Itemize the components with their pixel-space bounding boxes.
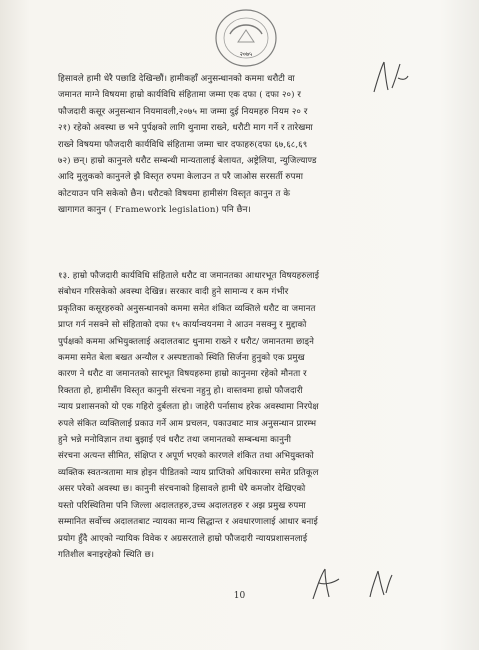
text-line: रुपले संकित व्यक्तिलाई प्रकाउ गर्ने आम प्रचलन, पकाउबाट मात्र अनुसन्धान प्रारम्भ — [58, 418, 317, 429]
text-line: आदि मुलुकको कानुनले झै विस्तृत रुपमा केलाउन त परै जाओस सरसर्ती रुपमा — [58, 172, 304, 183]
text-line: प्राप्त गर्न नसक्ने सो संहिताको दफा १५ कार्यान्वयनमा ने आउन नसक्नु र मुद्दाको — [58, 320, 307, 331]
text-line: २१) रहेको अवस्था छ भने पुर्पक्षको लागि थुनामा राख्ने, धरौटी माग गर्ने र तारेखमा — [58, 123, 313, 134]
text-line: १३. हाम्रो फौजदारी कार्यविधि संहिताले धरौट वा जमानतका आधारभूत विषयहरुलाई — [58, 271, 320, 281]
official-seal-stamp — [210, 4, 282, 72]
page-number: 10 — [233, 591, 246, 601]
text-line: प्रकृतिका कसूरहरुको अनुसन्धानको कममा समेत शंकित व्यक्तिले धरौट वा जमानत — [58, 303, 316, 314]
text-line: कोटयाउन पनि सकेको छैन। धरौटको विषयमा हामीसंग विस्तृत कानुन त के — [58, 188, 291, 199]
text-line: हुने भन्ने मनोविज्ञान तथा बुझाई एवं धरौट तथा जमानतको सम्बन्धमा कानुनी — [58, 435, 292, 446]
text-line: जमानत माग्ने विषयमा हाम्रो कार्यविधि संहितामा जम्मा एक दफा ( दफा २०) र — [58, 90, 301, 101]
paragraph-2 — [58, 268, 434, 563]
text-line: खागागत कानुन ( Framework legislation) पनि छैन। — [58, 205, 251, 216]
text-line: असर परेको अवस्था छ। कानुनी संरचनाको हिसावले हामी धेरै कमजोर देखिएको — [58, 484, 306, 495]
paragraph-1 — [58, 71, 434, 219]
text-line: व्यक्तिक स्वतन्त्रतामा मात्र होइन पीडितको न्याय प्राप्तिको अधिकारमा समेत प्रतिकूल — [58, 467, 319, 478]
text-line: संबोधन गरिसकेको अवस्था देखिन्न। सरकार वादी हुने सामान्य र कम गंभीर — [58, 287, 289, 298]
text-line: रिक्तता हो, हामीसँग विस्तृत कानुनी संरचना नहुनु हो। वास्तवमा हाम्रो फौजदारी — [58, 385, 303, 396]
text-line: कममा समेत बेला बखत अन्यौल र अस्पष्टताको स्थिति सिर्जना हुनुको एक प्रमुख — [58, 353, 305, 364]
text-line: हिसावले हामी धेरै पछाडि देखिन्छौं। हामीकहाँ अनुसन्धानको कममा धरौटी वा — [58, 74, 295, 84]
text-line: राख्ने विषयमा फौजदारी कार्यविधि संहितामा जम्मा चार दफाहरु(दफा ६७,६८,६९ — [58, 139, 308, 150]
text-line: न्याय प्रशासनको यो एक गहिरो दुर्बलता हो। जाहेरी पर्नासाथ हरेक अवस्थामा निरपेक्ष — [58, 402, 319, 413]
text-line: पुर्पक्षको कममा अभियुक्तलाई अदालतबाट थुनामा राख्ने र धरौट/ जमानतमा छाड्ने — [58, 336, 314, 347]
text-line: ७२) छन्। हाम्रो कानुनले धरौट सम्बन्धी मान्यतालाई बेलायत, अष्ट्रेलिया, न्युजिल्याण्ड — [58, 156, 317, 167]
svg-text:२०७५: २०७५ — [239, 51, 253, 58]
text-line: कारण ने धरौट वा जमानतको सारभूत विषयहरुमा हाम्रो कानुनमा रहेको मौनता र — [58, 369, 307, 380]
text-line: सम्मानित सर्वोच्च अदालतबाट न्यायका मान्य सिद्धान्त र अवधारणालाई आधार बनाई — [58, 517, 318, 528]
text-line: फौजदारी कसूर अनुसन्धान नियमावली,२०७५ मा जम्मा दुई नियमहरु नियम २० र — [58, 106, 308, 117]
text-line: यस्तो परिस्थितिमा पनि जिल्ला अदालतहरु,उच्च अदालतहरु र अझ प्रमुख रुपमा — [58, 500, 306, 511]
text-line: गतिशील बनाइरहेको स्थिति छ। — [58, 549, 155, 560]
text-line: प्रयोग हुँदै आएको न्यायिक विवेक र अग्रसरताले हाम्रो फौजदारी न्यायप्रशासनलाई — [58, 533, 308, 544]
text-line: संरचना अत्यन्त सीमित, संक्षिप्त र अपूर्ण भएको कारणले शंकित तथा अभियुक्तको — [58, 451, 314, 462]
